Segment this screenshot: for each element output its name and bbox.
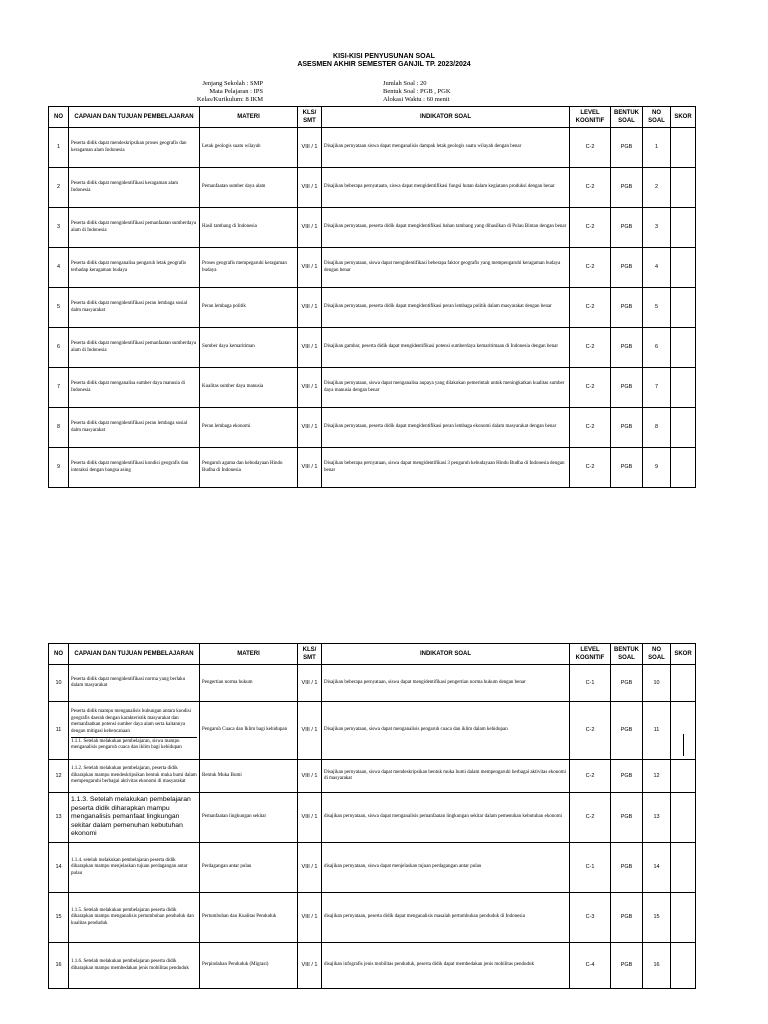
cell-skor (671, 843, 696, 893)
cell-materi: Hasil tambang di Indonesia (200, 208, 298, 248)
cell-no: 13 (49, 793, 69, 843)
cell-nosoal: 9 (643, 448, 671, 488)
cell-no: 8 (49, 408, 69, 448)
cell-no: 1 (49, 128, 69, 168)
document-subtitle: ASESMEN AKHIR SEMESTER GANJIL TP. 2023/2024 (297, 61, 471, 68)
cell-kls: VIII / 1 (298, 893, 322, 943)
document-title: KISI-KISI PENYUSUNAN SOAL (333, 53, 435, 60)
cell-kls: VIII / 1 (298, 843, 322, 893)
cell-bentuk: PGB (611, 408, 643, 448)
cell-bentuk: PGB (611, 893, 643, 943)
cell-indikator: Disajikan pernyataan siswa dapat menganalisis dampak letak geologis suatu wilayah dengan benar (322, 128, 570, 168)
cell-indikator: Disajikan pernyataan, siswa dapat menganalisis pengaruh cuaca dan iklim dalam kehidupan (322, 702, 570, 760)
capaian-text: 1.1.2. Setelah melakukan pembelajaran, peserta didik diharapkan mampu mendeskripsikan bentuk muka bumi dalam mempengaruhi berbagai aktivitas ekonomi di masyarakat (71, 766, 197, 785)
cell-bentuk: PGB (611, 208, 643, 248)
cell-indikator: Disajikan beberapa pernyataan, siswa dapat mengidentifikasi 3 pengaruh kebudayaan Hindu Budha di Indonesia dengan benar (322, 448, 570, 488)
cell-kls: VIII / 1 (298, 408, 322, 448)
table-row (49, 448, 696, 488)
cell-skor (671, 793, 696, 843)
cell-bentuk: PGB (611, 248, 643, 288)
cell-indikator: disajikan infografis jenis mobilitas penduduk, peserta didik dapat membedakan jenis mobilitas penduduk (322, 943, 570, 989)
cell-nosoal: 8 (643, 408, 671, 448)
cell-kls: VIII / 1 (298, 665, 322, 702)
cell-kls: VIII / 1 (298, 168, 322, 208)
cell-bentuk: PGB (611, 943, 643, 989)
cell-no: 6 (49, 328, 69, 368)
table-row (49, 288, 696, 328)
capaian-text: Peserta didik dapat mengidentifikasi peran lembaga sosial dalm masyarakat (71, 421, 188, 433)
cell-kls: VIII / 1 (298, 760, 322, 793)
cell-capaian (69, 943, 200, 989)
cell-skor (671, 448, 696, 488)
meta-jumlah: Jumlah Soal : 20 (383, 80, 427, 87)
capaian-text: Peserta didik dapat mengidentifikasi norma yang berlaku dalam masyarakat (71, 676, 186, 688)
kisi-kisi-table-2 (48, 643, 696, 989)
cell-level: C-3 (570, 893, 611, 943)
header-materi: MATERI (200, 644, 298, 665)
cell-materi: Letak geologis suatu wilayah (200, 128, 298, 168)
cell-skor (671, 128, 696, 168)
cell-kls: VIII / 1 (298, 702, 322, 760)
header-no: NO (49, 107, 69, 128)
cell-no: 11 (49, 702, 69, 760)
cell-no: 2 (49, 168, 69, 208)
cell-skor (671, 702, 696, 760)
cell-level: C-2 (570, 128, 611, 168)
cell-kls: VIII / 1 (298, 368, 322, 408)
cell-bentuk: PGB (611, 760, 643, 793)
cell-indikator: Disajikan beberapa pernyataatn, siswa dapat mengidentifikasi fungsi hutan dalam kegiatann produksi dengan benar (322, 168, 570, 208)
cell-capaian (69, 843, 200, 893)
cell-bentuk: PGB (611, 665, 643, 702)
cell-nosoal: 2 (643, 168, 671, 208)
meta-alokasi: Alokasi Waktu : 60 menit (383, 96, 450, 103)
cell-capaian (69, 288, 200, 328)
kisi-kisi-table-1 (48, 106, 696, 488)
table-row (49, 793, 696, 843)
cell-capaian (69, 328, 200, 368)
cell-no: 9 (49, 448, 69, 488)
cell-bentuk: PGB (611, 128, 643, 168)
capaian-text: Peserta didik dapat mengidentifikasi keragaman alam Indonesia (71, 181, 179, 193)
cell-capaian (69, 208, 200, 248)
cell-skor (671, 893, 696, 943)
table-row (49, 168, 696, 208)
table-row (49, 843, 696, 893)
header-bentuk: BENTUK SOAL (611, 107, 643, 128)
cell-nosoal: 12 (643, 760, 671, 793)
cell-no: 3 (49, 208, 69, 248)
cell-materi: Perpindahan Penduduk (Migrasi) (200, 943, 298, 989)
table-row (49, 702, 696, 760)
cell-materi: Proses geografis mempegaruhi keragaman budaya (200, 248, 298, 288)
cell-skor (671, 760, 696, 793)
cell-level: C-1 (570, 665, 611, 702)
cell-level: C-4 (570, 943, 611, 989)
cell-nosoal: 10 (643, 665, 671, 702)
cell-capaian (69, 793, 200, 843)
cell-capaian (69, 168, 200, 208)
cell-level: C-2 (570, 208, 611, 248)
cell-level: C-2 (570, 702, 611, 760)
cell-indikator: Disajikan pernyataan, siswa dapat mendeskripsikan bentuk muka bumi dalam mempengaruhi berbagai aktivitas ekonomi di masyarakat (322, 760, 570, 793)
capaian-text: 1.1.6. Setelah melakukan pembelajaran peserta didik diharapkan mampu membedakan jenis mobilitas penduduk (71, 959, 189, 971)
header-no: NO (49, 644, 69, 665)
cell-nosoal: 11 (643, 702, 671, 760)
cell-skor (671, 208, 696, 248)
cell-capaian (69, 128, 200, 168)
cell-no: 10 (49, 665, 69, 702)
cell-level: C-2 (570, 408, 611, 448)
cell-level: C-2 (570, 448, 611, 488)
cell-capaian (69, 702, 200, 760)
cell-indikator: Disajikan pernyataan, peserta didik dapat mengidentifikasi peran lembaga politik dalam masyarakat dengan benar (322, 288, 570, 328)
cell-bentuk: PGB (611, 793, 643, 843)
cell-skor (671, 368, 696, 408)
meta-left (170, 80, 263, 104)
cell-level: C-2 (570, 168, 611, 208)
cell-indikator: Disajikan pernyataan, siswa dapat mengidentifikasi beberapa faktor geografis yang mempengaruhi keragaman budaya dengan benar (322, 248, 570, 288)
cell-capaian (69, 368, 200, 408)
cell-skor (671, 943, 696, 989)
capaian-text: Peserta didik dapat mengidentifikasi pemanfaatan sumberdaya alam di Indonesia (71, 341, 197, 353)
capaian-text: Peserta didik dapat mengidentifikasi pemanfaatan sumberdaya alam di Indonesia (71, 221, 197, 233)
capaian-subtext: 1.1.1. Setelah melakukan pembelajaran, siswa mampu menganalisis pengaruh cuaca dan iklim bagi kehidupan (71, 737, 197, 752)
cell-kls: VIII / 1 (298, 248, 322, 288)
table-row (49, 665, 696, 702)
cell-level: C-2 (570, 288, 611, 328)
cell-indikator: Disajikan beberapa pernyataan, siswa dapat mengidentifikasi pengertian norma hukum dengan benar (322, 665, 570, 702)
cell-nosoal: 1 (643, 128, 671, 168)
meta-right (383, 80, 451, 104)
table-row (49, 368, 696, 408)
table-row (49, 760, 696, 793)
header-level: LEVEL KOGNITIF (570, 644, 611, 665)
header-capaian: CAPAIAN DAN TUJUAN PEMBELAJARAN (69, 107, 200, 128)
cell-bentuk: PGB (611, 843, 643, 893)
cell-nosoal: 5 (643, 288, 671, 328)
cell-skor (671, 328, 696, 368)
cell-nosoal: 14 (643, 843, 671, 893)
cell-materi: Pemanfaatan sumber daya alam (200, 168, 298, 208)
capaian-text: 1.1.3. Setelah melakukan pembelajaran peserta didik diharapkan mampu menganalisis pemanfaat lingkungan sekitar dalam pemenuhan kebutuhan ekonomi (71, 796, 191, 838)
header-indikator: INDIKATOR SOAL (322, 644, 570, 665)
cell-no: 14 (49, 843, 69, 893)
cell-no: 15 (49, 893, 69, 943)
cell-no: 7 (49, 368, 69, 408)
header-nosoal: NO SOAL (643, 644, 671, 665)
cell-kls: VIII / 1 (298, 448, 322, 488)
capaian-text: 1.1.5. Setelah melakukan pembelajaran peserta didik diharapkan mampu menganalisis pertumbuhan penduduk dan kualitas penduduk (71, 907, 194, 926)
skor-divider (671, 734, 684, 756)
header-row (49, 644, 696, 665)
table-row (49, 248, 696, 288)
cell-bentuk: PGB (611, 448, 643, 488)
cell-kls: VIII / 1 (298, 208, 322, 248)
header-materi: MATERI (200, 107, 298, 128)
header-skor: SKOR (671, 644, 696, 665)
cell-bentuk: PGB (611, 702, 643, 760)
cell-bentuk: PGB (611, 168, 643, 208)
capaian-text: Peserta didik dapat mengidentifikasi peran lembaga sosial dalm masyarakat (71, 301, 188, 313)
cell-bentuk: PGB (611, 328, 643, 368)
header-indikator: INDIKATOR SOAL (322, 107, 570, 128)
cell-materi: Bentuk Muka Bumi (200, 760, 298, 793)
cell-level: C-2 (570, 248, 611, 288)
cell-no: 4 (49, 248, 69, 288)
table-row (49, 328, 696, 368)
cell-level: C-1 (570, 843, 611, 893)
cell-nosoal: 6 (643, 328, 671, 368)
cell-bentuk: PGB (611, 288, 643, 328)
cell-capaian (69, 760, 200, 793)
cell-kls: VIII / 1 (298, 793, 322, 843)
table-row (49, 943, 696, 989)
cell-indikator: disajikan pernyataan, peserta didik dapat menganalisis masalah pertumbuhan penduduk di Indonesia (322, 893, 570, 943)
header-level: LEVEL KOGNITIF (570, 107, 611, 128)
header-skor: SKOR (671, 107, 696, 128)
meta-jenjang: Jenjang Sekolah : SMP (202, 80, 263, 87)
header-kls: KLS/ SMT (298, 107, 322, 128)
cell-capaian (69, 408, 200, 448)
cell-capaian (69, 665, 200, 702)
capaian-text: Peserta didik dapat mendeskripsikan proses geografis dan keragaman alam Indonesia (71, 141, 187, 153)
cell-no: 16 (49, 943, 69, 989)
header-kls: KLS/ SMT (298, 644, 322, 665)
cell-nosoal: 3 (643, 208, 671, 248)
cell-materi: Pengaruh Cuaca dan Iklim bagi kehidupan (200, 702, 298, 760)
cell-indikator: Disajikan gambar, peserta didik dapat mengidentifikasi potensi sumberdaya kemaritimaan di Indonesia dengan benar (322, 328, 570, 368)
cell-capaian (69, 893, 200, 943)
cell-nosoal: 7 (643, 368, 671, 408)
cell-materi: Pemanfaatan lingkungan sekitar (200, 793, 298, 843)
header-row (49, 107, 696, 128)
cell-kls: VIII / 1 (298, 128, 322, 168)
header-capaian: CAPAIAN DAN TUJUAN PEMBELAJARAN (69, 644, 200, 665)
cell-skor (671, 168, 696, 208)
table-row (49, 893, 696, 943)
meta-bentuk: Bentuk Soal : PGB , PGK (383, 88, 451, 95)
capaian-text: Peserta didik dapat mengidentifikasi kondisi geografis dan interaksi dengan bangsa asing (71, 461, 189, 473)
cell-skor (671, 665, 696, 702)
cell-skor (671, 248, 696, 288)
capaian-text: Peserta didik mampu menganalisis hubungan antara kondisi geografis daerah dengan karakteristik masyarakat dan memanfaatkan potensi sumber daya alam serta kaitannya dengan mitigasi kebencanaan (71, 709, 191, 734)
cell-skor (671, 408, 696, 448)
cell-no: 5 (49, 288, 69, 328)
cell-level: C-2 (570, 368, 611, 408)
cell-materi: Peran lembaga ekonomi (200, 408, 298, 448)
cell-indikator: Disajikan pernyataan, siswa dapat menganalisa aupaya yang dilakukan pemerintah untuk meningkatkan kualitas sumber daya manusia dengan benar (322, 368, 570, 408)
cell-no: 12 (49, 760, 69, 793)
meta-kelas: Kelas/Kurikulum: 8 IKM (196, 96, 263, 103)
cell-indikator: Disajikan pernyataan, peserta didik dapat mengidentifikasi bahan tambang yang dihasilkan di Pulau Bintan dengan benar (322, 208, 570, 248)
header-bentuk: BENTUK SOAL (611, 644, 643, 665)
cell-materi: Kualitas sumber daya manusia (200, 368, 298, 408)
cell-level: C-2 (570, 328, 611, 368)
header-nosoal: NO SOAL (643, 107, 671, 128)
cell-kls: VIII / 1 (298, 288, 322, 328)
cell-nosoal: 16 (643, 943, 671, 989)
cell-nosoal: 4 (643, 248, 671, 288)
cell-materi: Pengertian norma hukum (200, 665, 298, 702)
capaian-text: Peserta didik dapat menganalisa pengaruh letak geografis terhadap keragaman budaya (71, 261, 186, 273)
cell-materi: Pertumbuhan dan Kualitas Penduduk (200, 893, 298, 943)
cell-nosoal: 13 (643, 793, 671, 843)
cell-kls: VIII / 1 (298, 328, 322, 368)
cell-capaian (69, 448, 200, 488)
cell-bentuk: PGB (611, 368, 643, 408)
cell-materi: Peran lembaga politik (200, 288, 298, 328)
capaian-text: Peserta didik dapat menganalisa sumber daya manusia di Indonesia (71, 381, 185, 393)
cell-indikator: disajikan pernyataan, siswa dapat menjelaskan tujuan perdagangan antar pulau (322, 843, 570, 893)
meta-mapel: Mata Pelajaran : IPS (209, 88, 263, 95)
cell-level: C-2 (570, 760, 611, 793)
table-row (49, 128, 696, 168)
cell-materi: Perdagangan antar pulau (200, 843, 298, 893)
capaian-text: 1.1.4. setelah melakukan pembelajaran peserta didik diharapkan mampu menjelaskan tujuan perdagangan antar pulau (71, 857, 188, 876)
cell-skor (671, 288, 696, 328)
cell-level: C-2 (570, 793, 611, 843)
cell-capaian (69, 248, 200, 288)
cell-materi: Sumber daya kemaritiman (200, 328, 298, 368)
table-row (49, 408, 696, 448)
table-row (49, 208, 696, 248)
cell-nosoal: 15 (643, 893, 671, 943)
cell-materi: Pengaruh agama dan kebudayaan Hindu Budha di Indonesia (200, 448, 298, 488)
cell-kls: VIII / 1 (298, 943, 322, 989)
cell-indikator: Disajikan pernyataan, peserta didik dapat mengidentifikasi peran lembaga ekonomi dalam masyarakat dengan benar (322, 408, 570, 448)
cell-indikator: disajikan pernyataan, siswa dapat menganalisis pemanfaatan lingkungan sekitar dalam pemenuhan kebutuhan ekonomi (322, 793, 570, 843)
